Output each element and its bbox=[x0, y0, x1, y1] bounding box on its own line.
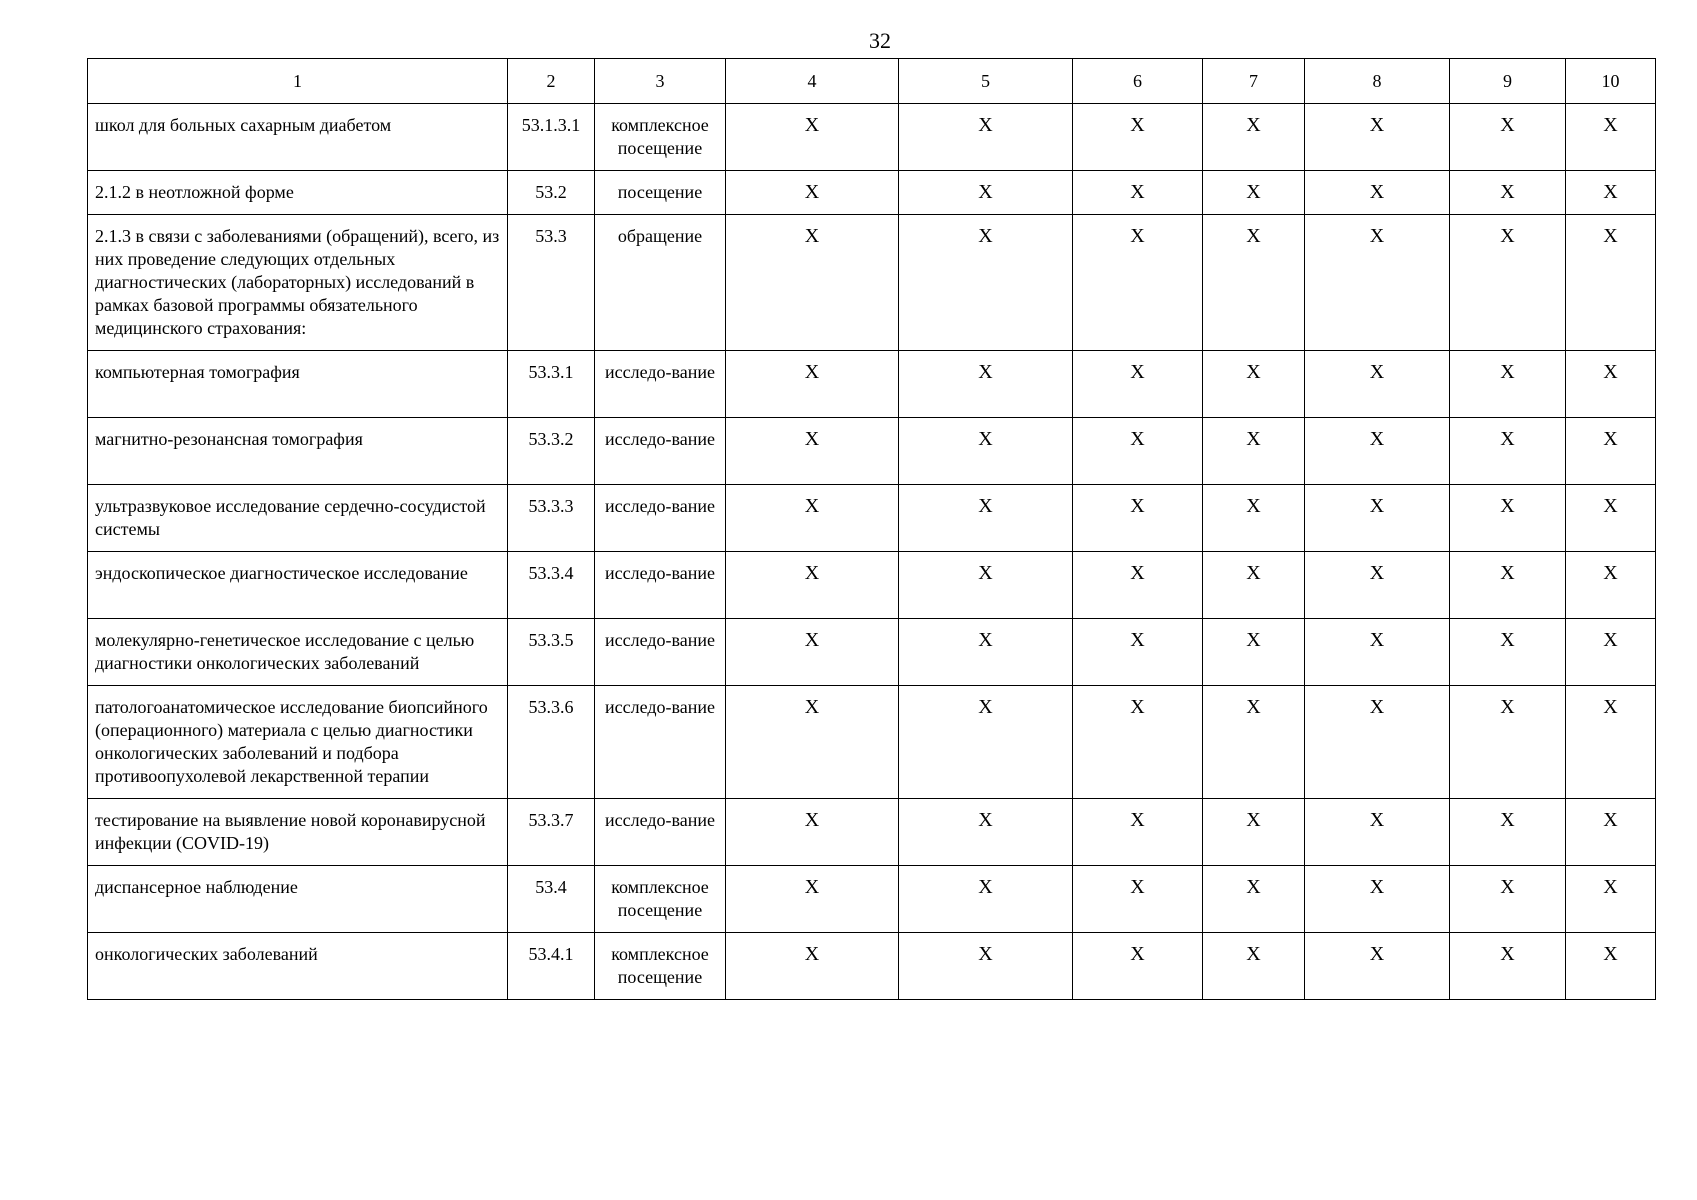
value-cell: Х bbox=[1305, 485, 1450, 552]
row-code: 53.3 bbox=[508, 215, 595, 351]
value-cell: Х bbox=[1566, 799, 1656, 866]
row-unit: комплексное посещение bbox=[595, 104, 726, 171]
value-cell: Х bbox=[1566, 485, 1656, 552]
value-cell: Х bbox=[726, 171, 899, 215]
value-cell: Х bbox=[1566, 215, 1656, 351]
value-cell: Х bbox=[726, 351, 899, 418]
row-name: магнитно-резонансная томография bbox=[88, 418, 508, 485]
table-row bbox=[88, 686, 1656, 799]
row-unit: комплексное посещение bbox=[595, 866, 726, 933]
row-unit: исследо-вание bbox=[595, 619, 726, 686]
column-header: 7 bbox=[1203, 59, 1305, 104]
value-cell: Х bbox=[1305, 171, 1450, 215]
table-row bbox=[88, 933, 1656, 1000]
row-unit: исследо-вание bbox=[595, 485, 726, 552]
value-cell: Х bbox=[899, 619, 1073, 686]
row-code: 53.3.6 bbox=[508, 686, 595, 799]
value-cell: Х bbox=[1305, 799, 1450, 866]
value-cell: Х bbox=[1073, 552, 1203, 619]
column-header: 4 bbox=[726, 59, 899, 104]
row-unit: исследо-вание bbox=[595, 799, 726, 866]
value-cell: Х bbox=[1566, 171, 1656, 215]
row-code: 53.4 bbox=[508, 866, 595, 933]
row-name: ультразвуковое исследование сердечно-сосудистой системы bbox=[88, 485, 508, 552]
row-unit: исследо-вание bbox=[595, 686, 726, 799]
value-cell: Х bbox=[726, 485, 899, 552]
value-cell: Х bbox=[1305, 933, 1450, 1000]
value-cell: Х bbox=[1450, 171, 1566, 215]
column-header: 1 bbox=[88, 59, 508, 104]
value-cell: Х bbox=[1450, 933, 1566, 1000]
value-cell: Х bbox=[1450, 215, 1566, 351]
value-cell: Х bbox=[726, 799, 899, 866]
value-cell: Х bbox=[726, 215, 899, 351]
value-cell: Х bbox=[1566, 866, 1656, 933]
column-header: 8 bbox=[1305, 59, 1450, 104]
value-cell: Х bbox=[1305, 619, 1450, 686]
value-cell: Х bbox=[726, 933, 899, 1000]
row-code: 53.3.5 bbox=[508, 619, 595, 686]
value-cell: Х bbox=[726, 552, 899, 619]
row-code: 53.3.4 bbox=[508, 552, 595, 619]
column-header: 2 bbox=[508, 59, 595, 104]
value-cell: Х bbox=[1073, 866, 1203, 933]
row-unit: исследо-вание bbox=[595, 418, 726, 485]
value-cell: Х bbox=[1073, 215, 1203, 351]
row-code: 53.1.3.1 bbox=[508, 104, 595, 171]
value-cell: Х bbox=[899, 215, 1073, 351]
value-cell: Х bbox=[1450, 552, 1566, 619]
row-name: 2.1.2 в неотложной форме bbox=[88, 171, 508, 215]
value-cell: Х bbox=[726, 418, 899, 485]
row-unit: посещение bbox=[595, 171, 726, 215]
value-cell: Х bbox=[1203, 933, 1305, 1000]
value-cell: Х bbox=[1073, 351, 1203, 418]
value-cell: Х bbox=[899, 104, 1073, 171]
row-name: 2.1.3 в связи с заболеваниями (обращений), всего, из них проведение следующих отдельных диагностических (лабораторных) исследований в рамках базовой программы обязательного медицинского страхования: bbox=[88, 215, 508, 351]
value-cell: Х bbox=[1566, 418, 1656, 485]
table-row bbox=[88, 866, 1656, 933]
value-cell: Х bbox=[1566, 619, 1656, 686]
row-code: 53.3.7 bbox=[508, 799, 595, 866]
value-cell: Х bbox=[1450, 686, 1566, 799]
value-cell: Х bbox=[1203, 351, 1305, 418]
value-cell: Х bbox=[1203, 866, 1305, 933]
row-name: тестирование на выявление новой коронавирусной инфекции (COVID-19) bbox=[88, 799, 508, 866]
value-cell: Х bbox=[899, 686, 1073, 799]
value-cell: Х bbox=[1073, 933, 1203, 1000]
value-cell: Х bbox=[1566, 351, 1656, 418]
row-code: 53.2 bbox=[508, 171, 595, 215]
row-unit: исследо-вание bbox=[595, 552, 726, 619]
value-cell: Х bbox=[1203, 418, 1305, 485]
column-header: 9 bbox=[1450, 59, 1566, 104]
value-cell: Х bbox=[1566, 686, 1656, 799]
value-cell: Х bbox=[1073, 104, 1203, 171]
data-table bbox=[87, 58, 1656, 1000]
value-cell: Х bbox=[1305, 215, 1450, 351]
value-cell: Х bbox=[1566, 104, 1656, 171]
row-name: патологоанатомическое исследование биопсийного (операционного) материала с целью диагностики онкологических заболеваний и подбора противоопухолевой лекарственной терапии bbox=[88, 686, 508, 799]
value-cell: Х bbox=[1073, 171, 1203, 215]
value-cell: Х bbox=[726, 619, 899, 686]
value-cell: Х bbox=[1073, 799, 1203, 866]
table-row bbox=[88, 215, 1656, 351]
row-name: онкологических заболеваний bbox=[88, 933, 508, 1000]
value-cell: Х bbox=[899, 552, 1073, 619]
value-cell: Х bbox=[1305, 104, 1450, 171]
row-code: 53.3.2 bbox=[508, 418, 595, 485]
row-name: диспансерное наблюдение bbox=[88, 866, 508, 933]
value-cell: Х bbox=[899, 171, 1073, 215]
value-cell: Х bbox=[899, 933, 1073, 1000]
value-cell: Х bbox=[1203, 552, 1305, 619]
value-cell: Х bbox=[1305, 418, 1450, 485]
value-cell: Х bbox=[1203, 104, 1305, 171]
row-code: 53.3.1 bbox=[508, 351, 595, 418]
header-row bbox=[88, 59, 1656, 104]
row-name: молекулярно-генетическое исследование с целью диагностики онкологических заболеваний bbox=[88, 619, 508, 686]
value-cell: Х bbox=[1450, 351, 1566, 418]
value-cell: Х bbox=[1566, 552, 1656, 619]
value-cell: Х bbox=[1073, 485, 1203, 552]
table-row bbox=[88, 552, 1656, 619]
value-cell: Х bbox=[1203, 171, 1305, 215]
value-cell: Х bbox=[1073, 686, 1203, 799]
value-cell: Х bbox=[1450, 799, 1566, 866]
value-cell: Х bbox=[1450, 485, 1566, 552]
value-cell: Х bbox=[1566, 933, 1656, 1000]
value-cell: Х bbox=[1203, 686, 1305, 799]
column-header: 3 bbox=[595, 59, 726, 104]
row-unit: обращение bbox=[595, 215, 726, 351]
value-cell: Х bbox=[1203, 215, 1305, 351]
value-cell: Х bbox=[1203, 799, 1305, 866]
value-cell: Х bbox=[899, 485, 1073, 552]
value-cell: Х bbox=[1073, 619, 1203, 686]
table-row bbox=[88, 418, 1656, 485]
value-cell: Х bbox=[1305, 552, 1450, 619]
value-cell: Х bbox=[726, 866, 899, 933]
value-cell: Х bbox=[1305, 686, 1450, 799]
row-code: 53.4.1 bbox=[508, 933, 595, 1000]
row-name: компьютерная томография bbox=[88, 351, 508, 418]
value-cell: Х bbox=[899, 418, 1073, 485]
value-cell: Х bbox=[1305, 866, 1450, 933]
row-name: школ для больных сахарным диабетом bbox=[88, 104, 508, 171]
value-cell: Х bbox=[1450, 104, 1566, 171]
value-cell: Х bbox=[1305, 351, 1450, 418]
value-cell: Х bbox=[1203, 619, 1305, 686]
value-cell: Х bbox=[726, 686, 899, 799]
column-header: 5 bbox=[899, 59, 1073, 104]
value-cell: Х bbox=[899, 351, 1073, 418]
column-header: 6 bbox=[1073, 59, 1203, 104]
value-cell: Х bbox=[1450, 866, 1566, 933]
table-row bbox=[88, 485, 1656, 552]
value-cell: Х bbox=[726, 104, 899, 171]
row-unit: исследо-вание bbox=[595, 351, 726, 418]
column-header: 10 bbox=[1566, 59, 1656, 104]
table-row bbox=[88, 171, 1656, 215]
value-cell: Х bbox=[1073, 418, 1203, 485]
value-cell: Х bbox=[899, 866, 1073, 933]
value-cell: Х bbox=[1450, 418, 1566, 485]
page-number: 32 bbox=[869, 28, 891, 53]
row-unit: комплексное посещение bbox=[595, 933, 726, 1000]
table-row bbox=[88, 619, 1656, 686]
value-cell: Х bbox=[899, 799, 1073, 866]
row-name: эндоскопическое диагностическое исследование bbox=[88, 552, 508, 619]
table-row bbox=[88, 799, 1656, 866]
value-cell: Х bbox=[1450, 619, 1566, 686]
table-row bbox=[88, 351, 1656, 418]
table-row bbox=[88, 104, 1656, 171]
value-cell: Х bbox=[1203, 485, 1305, 552]
row-code: 53.3.3 bbox=[508, 485, 595, 552]
